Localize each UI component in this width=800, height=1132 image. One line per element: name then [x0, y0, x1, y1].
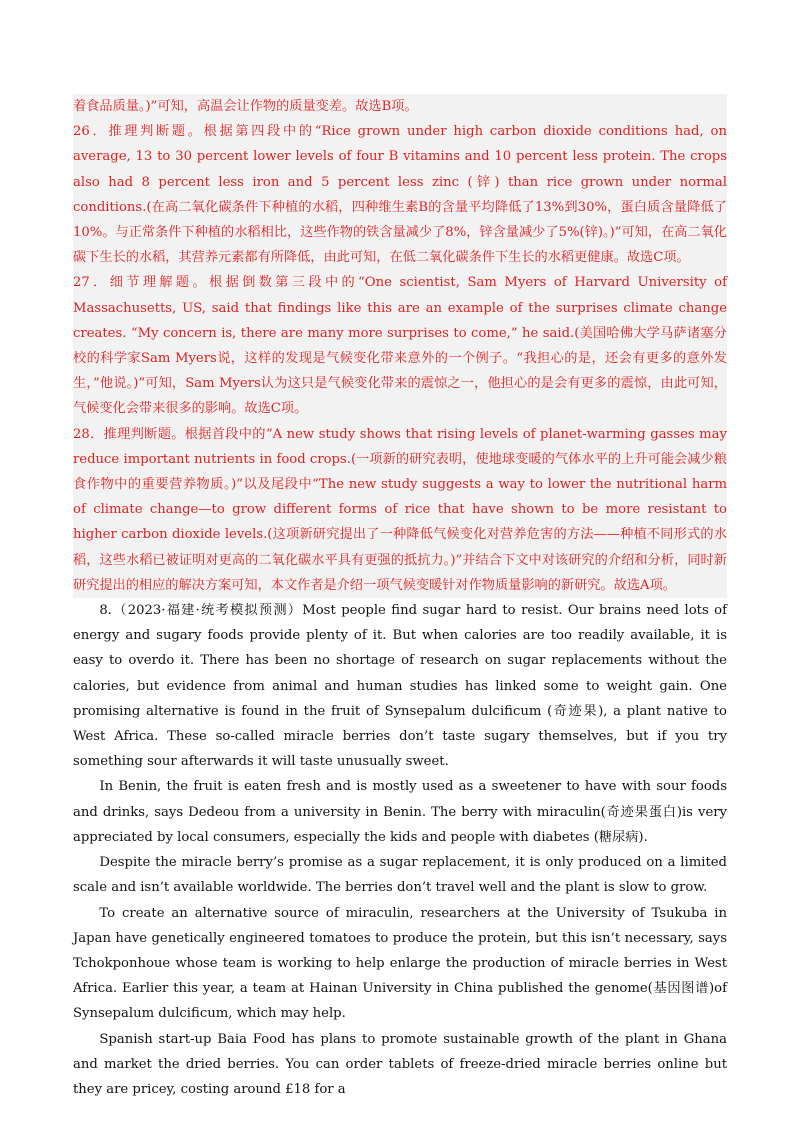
answer-paragraph: 28．推理判断题。根据首段中的“A new study shows that rising levels of planet-warming gasses may reduce important nutrients in food crops.(一项新的研究表明，使地球变暖的气体水平的上升可能会减少粮食作物中的重要营养物质。)”以及尾段中“The new study suggests a way to lower the nutritional harm of climate change—to grow different forms of rice that have shown to be more resistant to higher carbon dioxide levels.(这项新研究提出了一种降低气候变化对营养危害的方法——种植不同形式的水稻，这些水稻已被证明对更高的二氧化碳水平具有更强的抵抗力。)”并结合下文中对该研究的介绍和分析，同时新研究提出的相应的解决方案可知，本文作者是介绍一项气候变暖针对作物质量影响的新研究。故选A项。 — [73, 426, 727, 593]
answer-paragraph: 着食品质量。)”可知，高温会让作物的质量变差。故选B项。 — [73, 99, 418, 114]
passage-paragraph: To create an alternative source of miraculin, researchers at the University of Tsukuba in Japan have genetically engineered tomatoes to produce the protein, but this isn’t necessary, says Tchokponhoue whose team is working to help enlarge the production of miracle berries in West Africa. Earlier this year, a team at Hainan University in China published the genome(基因图谱)of Synsepalum dulcificum, which may help. — [73, 905, 727, 1022]
passage-paragraph: In Benin, the fruit is eaten fresh and is mostly used as a sweetener to have with sour foods and drinks, says Dedeou from a university in Benin. The berry with miraculin(奇迹果蛋白)is very appreciated by local consumers, especially the kids and people with diabetes (糖尿病). — [73, 779, 727, 845]
passage-paragraph: Spanish start-up Baia Food has plans to promote sustainable growth of the plant in Ghana and market the dried berries. You can order tablets of freeze-dried miracle berries online but they are pricey, costing around £18 for a — [73, 1031, 727, 1097]
document-page — [73, 94, 727, 1102]
answer-explanation-block — [73, 94, 727, 598]
answer-paragraph: 26．推理判断题。根据第四段中的“Rice grown under high carbon dioxide conditions had, on average, 13 to 30 percent lower levels of four B vitamins and 10 percent less protein. The crops also had 8 percent less iron and 5 percent less zinc (锌) than rice grown under normal conditions.(在高二氧化碳条件下种植的水稻，四种维生素B的含量平均降低了13%到30%，蛋白质含量降低了10%。与正常条件下种植的水稻相比，这些作物的铁含量减少了8%，锌含量减少了5%(锌)。)”可知，在高二氧化碳下生长的水稻，其营养元素都有所降低，由此可知，在低二氧化碳条件下生长的水稻更健康。故选C项。 — [73, 124, 727, 266]
passage-paragraph: Despite the miracle berry’s promise as a sugar replacement, it is only produced on a limited scale and isn’t available worldwide. The berries don’t travel well and the plant is slow to grow. — [73, 855, 727, 896]
passage-paragraph: 8.（2023·福建·统考模拟预测）Most people find sugar hard to resist. Our brains need lots of energy and sugary foods provide plenty of it. But when calories are too readily available, it is easy to overdo it. There has been no shortage of research on sugar replacements without the calories, but evidence from animal and human studies has linked some to weight gain. One promising alternative is found in the fruit of Synsepalum dulcificum (奇迹果), a plant native to West Africa. These so-called miracle berries don’t taste sugary themselves, but if you try something sour afterwards it will taste unusually sweet. — [73, 603, 727, 770]
answer-paragraph: 27．细节理解题。根据倒数第三段中的“One scientist, Sam Myers of Harvard University of Massachusetts, US, said that findings like this are an example of the surprises climate change creates. “My concern is, there are many more surprises to come,” he said.(美国哈佛大学马萨诸塞分校的科学家Sam Myers说，这样的发现是气候变化带来意外的一个例子。“我担心的是，还会有更多的意外发生，”他说。)”可知，Sam Myers认为这只是气候变化带来的震惊之一，他担心的是会有更多的震惊，由此可知，气候变化会带来很多的影响。故选C项。 — [73, 275, 727, 417]
reading-passage — [73, 598, 727, 1102]
